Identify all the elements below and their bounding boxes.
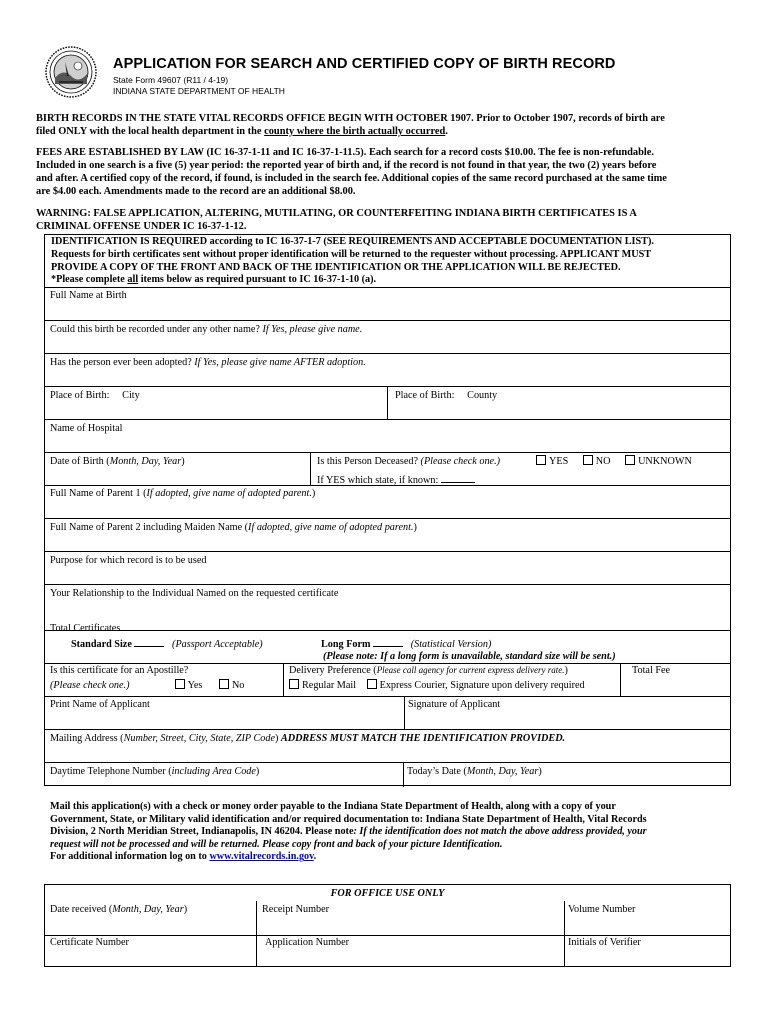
birth-county-field[interactable]: Place of Birth: County [395, 390, 498, 401]
long-form-field[interactable]: Long Form (Statistical Version) [321, 639, 492, 650]
application-form [44, 234, 731, 786]
form-title: APPLICATION FOR SEARCH AND CERTIFIED COPY OF BIRTH RECORD [113, 56, 616, 72]
deceased-no-checkbox[interactable] [583, 455, 593, 465]
parent1-field[interactable]: Full Name of Parent 1 (If adopted, give name of adopted parent.) [50, 488, 316, 499]
deceased-yes-checkbox[interactable] [536, 455, 546, 465]
application-number-field[interactable]: Application Number [265, 937, 350, 948]
verifier-initials-field[interactable]: Initials of Verifier [568, 937, 641, 948]
relationship-field[interactable]: Your Relationship to the Individual Named on the requested certificate [50, 588, 339, 599]
long-form-note: (Please note: If a long form is unavailable, standard size will be sent.) [323, 651, 616, 662]
full-name-label: Full Name at Birth [50, 290, 127, 301]
office-use-title: FOR OFFICE USE ONLY [330, 888, 445, 899]
adopted-field[interactable]: Has the person ever been adopted? If Yes, please give name AFTER adoption. [50, 357, 366, 368]
phone-field[interactable]: Daytime Telephone Number (including Area Code) [50, 766, 260, 777]
apostille-no-checkbox[interactable] [219, 679, 229, 689]
full-name-field[interactable] [50, 290, 127, 301]
deceased-unknown-checkbox[interactable] [625, 455, 635, 465]
signature-field[interactable]: Signature of Applicant [408, 699, 501, 710]
delivery-preference-label: Delivery Preference (Please call agency for current express delivery rate.) [289, 665, 568, 676]
hospital-field[interactable]: Name of Hospital [50, 423, 123, 434]
deceased-state-field[interactable]: If YES which state, if known: [317, 473, 475, 486]
mailing-address-field[interactable]: Mailing Address (Number, Street, City, State, ZIP Code) ADDRESS MUST MATCH THE IDENTIFICATION PROVIDED. [50, 733, 566, 744]
vital-records-link[interactable]: www.vitalrecords.in.gov [209, 851, 314, 863]
deceased-options: YES NO UNKNOWN [536, 455, 692, 467]
other-name-field[interactable]: Could this birth be recorded under any other name? If Yes, please give name. [50, 324, 363, 335]
apostille-yes-checkbox[interactable] [175, 679, 185, 689]
date-received-field[interactable]: Date received (Month, Day, Year) [50, 904, 188, 915]
receipt-number-field[interactable]: Receipt Number [262, 904, 330, 915]
birth-city-field[interactable]: Place of Birth: City [50, 390, 140, 401]
express-courier-checkbox[interactable] [367, 679, 377, 689]
apostille-options: (Please check one.) Yes No [50, 680, 245, 691]
records-notice: BIRTH RECORDS IN THE STATE VITAL RECORDS OFFICE BEGIN WITH OCTOBER 1907. Prior to October 1907, records of birth are filed ONLY with the local health department in the county where the birth actually occurred. [36, 113, 665, 137]
total-fee-field[interactable]: Total Fee [632, 665, 671, 676]
department-name: INDIANA STATE DEPARTMENT OF HEALTH [113, 86, 285, 96]
standard-size-field[interactable]: Standard Size (Passport Acceptable) [71, 639, 263, 650]
warning-notice: WARNING: FALSE APPLICATION, ALTERING, MUTILATING, OR COUNTERFEITING INDIANA BIRTH CERTIFICATES IS A CRIMINAL OFFENSE UNDER IC 16-37-1-12. [36, 208, 637, 232]
print-name-field[interactable]: Print Name of Applicant [50, 699, 150, 710]
apostille-question: Is this certificate for an Apostille? [50, 665, 189, 676]
regular-mail-checkbox[interactable] [289, 679, 299, 689]
form-number: State Form 49607 (R11 / 4-19) [113, 75, 229, 85]
office-use-box [44, 884, 731, 967]
purpose-field[interactable]: Purpose for which record is to be used [50, 555, 207, 566]
mailing-instructions: Mail this application(s) with a check or money order payable to the Indiana State Department of Health, along with a copy of your Government, State, or Military valid identification and/or required documentation to: Indiana State Department of Health, Vital Records Division, 2 North Meridian Street, Indianapolis, IN 46204. Please note: If the identification does not match the above address provided, your request will not be processed and will be returned. Please copy front and back of your picture Identification. For additional information log on to www.vitalrecords.in.gov. [50, 801, 647, 863]
parent2-field[interactable]: Full Name of Parent 2 including Maiden Name (If adopted, give name of adopted parent.) [50, 522, 417, 533]
date-of-birth-field[interactable]: Date of Birth (Month, Day, Year) [50, 456, 185, 467]
volume-number-field[interactable]: Volume Number [568, 904, 636, 915]
indiana-seal-logo [45, 46, 97, 98]
identification-requirement: IDENTIFICATION IS REQUIRED according to IC 16-37-1-7 (SEE REQUIREMENTS AND ACCEPTABLE DOCUMENTATION LIST). Requests for birth certificates sent without proper identification will be returned to the requester without processing. APPLICANT MUST PROVIDE A COPY OF THE FRONT AND BACK OF THE IDENTIFICATION OR THE APPLICATION WILL BE REJECTED. *Please complete all items below as required pursuant to IC 16-37-1-10 (a). [51, 236, 654, 286]
deceased-question: Is this Person Deceased? (Please check one.) [317, 456, 501, 467]
certificate-number-field[interactable]: Certificate Number [50, 937, 129, 948]
todays-date-field[interactable]: Today’s Date (Month, Day, Year) [407, 766, 542, 777]
delivery-options: Regular Mail Express Courier, Signature upon delivery required [289, 679, 585, 691]
total-certificates-label: Total Certificates [50, 623, 121, 634]
fees-notice: FEES ARE ESTABLISHED BY LAW (IC 16-37-1-11 and IC 16-37-1-11.5). Each search for a record costs $10.00. The fee is non-refundable. Included in one search is a five (5) year period: the reported year of birth and, if the record is not found in that year, the two (2) years before and after. A certified copy of the record, if found, is included in the search fee. Additional copies of the same record purchased at the same time are $4.00 each. Amendments made to the record are an additional $8.00. [36, 147, 667, 197]
